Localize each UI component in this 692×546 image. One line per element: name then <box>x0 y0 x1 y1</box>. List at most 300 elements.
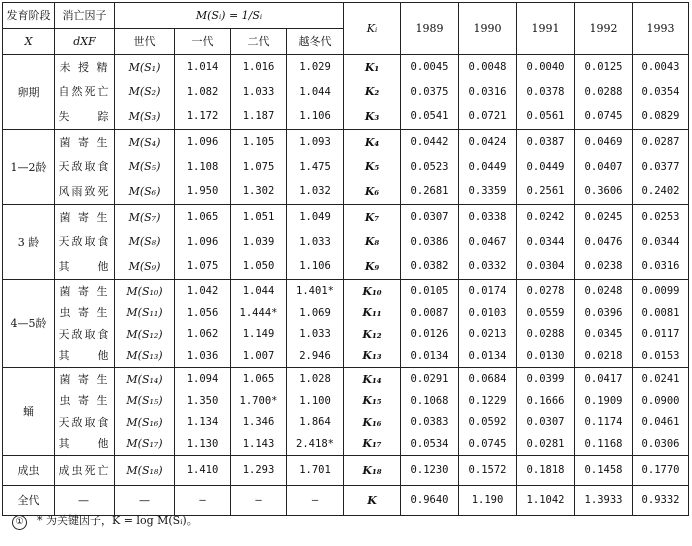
cell-value: 1.143 <box>242 437 275 450</box>
cell-value: M(S₁₄) <box>126 372 163 386</box>
header-year-1991: 1991 <box>517 3 575 55</box>
table-row <box>3 456 689 486</box>
cell-value: 0.1230 <box>410 464 449 477</box>
cell-value: 0.1168 <box>584 437 623 450</box>
cell-value: — <box>255 494 262 507</box>
cell-value: 0.0461 <box>641 416 680 428</box>
cell-value: 0.0291 <box>410 373 449 385</box>
year-1991-cell <box>517 368 575 456</box>
cell-value: 0.0045 <box>410 61 449 74</box>
cell-value: 0.3606 <box>584 185 623 198</box>
year-1992-cell <box>575 55 633 130</box>
cell-value: 0.0288 <box>584 85 623 98</box>
year-1989-cell <box>401 456 459 486</box>
cell-value: 1.950 <box>186 185 219 198</box>
cell-value: 0.0130 <box>526 349 565 362</box>
header-stage-label: 发育阶段 <box>3 3 55 29</box>
cell-value: 0.0467 <box>468 235 507 248</box>
cell-value: 0.0307 <box>526 416 565 428</box>
cell-value: 2.418* <box>296 437 334 450</box>
cell-value: M(S₄) <box>128 136 161 150</box>
cell-value: 0.0375 <box>410 85 449 98</box>
value-first-cell <box>231 486 287 516</box>
year-1993-cell <box>633 486 689 516</box>
value-first-cell <box>231 368 287 456</box>
cell-value: M(S₆) <box>128 184 161 198</box>
cell-value: 1.039 <box>242 235 275 248</box>
factor-cell <box>55 368 115 456</box>
stage-cell: 1—2龄 <box>3 130 55 205</box>
cell-value: 1.069 <box>299 306 331 319</box>
cell-value: 0.0040 <box>526 61 565 74</box>
cell-value: 0.0541 <box>410 110 449 123</box>
cell-value: 天敌取食 <box>58 415 111 429</box>
cell-value: 0.0383 <box>410 416 449 428</box>
cell-value: 0.1572 <box>468 464 507 477</box>
header-factor-label: 消亡因子 <box>55 3 115 29</box>
cell-value: 0.0344 <box>641 235 680 248</box>
cell-value: 1.701 <box>299 464 331 477</box>
table-body <box>3 55 689 516</box>
cell-value: — <box>311 494 319 507</box>
year-1989-cell <box>401 130 459 205</box>
cell-value: M(S₁₅) <box>126 394 163 408</box>
cell-value: — <box>199 494 206 507</box>
cell-value: 0.0117 <box>641 328 680 340</box>
cell-value: 虫 寄 生 <box>59 394 110 408</box>
header-sub-generation: 世代 <box>115 29 175 55</box>
value-first-cell <box>231 55 287 130</box>
cell-value: 0.0523 <box>410 160 449 173</box>
cell-value: 1.106 <box>299 260 331 273</box>
cell-value: 0.0134 <box>410 349 449 362</box>
cell-value: K₁₀ <box>362 284 382 298</box>
year-1990-cell <box>459 280 517 368</box>
cell-value: M(S₂) <box>128 85 161 99</box>
cell-value: 1.444* <box>239 306 278 319</box>
year-1989-cell <box>401 486 459 516</box>
cell-value: M(S₁) <box>128 61 161 75</box>
stage-cell: 3 龄 <box>3 205 55 280</box>
cell-value: 1.130 <box>186 437 219 450</box>
cell-value: 1.016 <box>242 61 275 74</box>
cell-value: K₂ <box>364 85 380 99</box>
cell-value: 2.946 <box>299 349 331 362</box>
table-row <box>3 368 689 456</box>
cell-value: 0.0287 <box>641 136 680 149</box>
cell-value: 1.065 <box>242 373 275 385</box>
cell-value: M(S₁₁) <box>126 306 163 320</box>
cell-value: 0.0125 <box>584 61 623 74</box>
k-symbol-cell <box>344 486 401 516</box>
cell-value: 1.1042 <box>526 494 565 507</box>
header-m-title: M(Sᵢ) = 1/Sᵢ <box>115 3 344 29</box>
header-year-1990: 1990 <box>459 3 517 55</box>
year-1989-cell <box>401 205 459 280</box>
year-1991-cell <box>517 205 575 280</box>
cell-value: 0.0382 <box>410 260 449 273</box>
cell-value: M(S₈) <box>128 235 161 249</box>
cell-value: M(S₇) <box>128 211 161 225</box>
value-first-cell <box>231 205 287 280</box>
cell-value: K₈ <box>364 235 380 249</box>
k-factor-table <box>2 2 689 516</box>
year-1991-cell <box>517 280 575 368</box>
cell-value: 0.0424 <box>468 136 507 149</box>
cell-value: 0.1068 <box>410 394 449 407</box>
cell-value: 0.9640 <box>410 494 449 507</box>
stage-cell: 卵期 <box>3 55 55 130</box>
cell-value: 1.475 <box>299 160 331 173</box>
cell-value: 1.100 <box>299 394 331 407</box>
cell-value: M(S₁₈) <box>126 464 163 477</box>
cell-value: 1.106 <box>299 110 331 123</box>
value-overwinter-cell <box>287 368 344 456</box>
cell-value: 1.036 <box>186 349 219 362</box>
cell-value: K₁₇ <box>362 437 382 451</box>
value-overwinter-cell <box>287 456 344 486</box>
cell-value: K <box>367 494 377 507</box>
cell-value: M(S₅) <box>128 160 161 174</box>
cell-value: 1.033 <box>299 328 331 340</box>
cell-value: 菌 寄 生 <box>59 136 110 150</box>
cell-value: 菌 寄 生 <box>59 372 110 386</box>
cell-value: 0.0399 <box>526 373 565 385</box>
cell-value: 0.0469 <box>584 136 623 149</box>
year-1991-cell <box>517 55 575 130</box>
table-row <box>3 205 689 280</box>
cell-value: 1.062 <box>186 328 219 340</box>
cell-value: 风雨致死 <box>58 184 111 198</box>
cell-value: 天敌取食 <box>58 235 111 249</box>
year-1990-cell <box>459 55 517 130</box>
value-overwinter-cell <box>287 280 344 368</box>
stage-cell: 4—5龄 <box>3 280 55 368</box>
cell-value: 0.9332 <box>641 494 680 507</box>
m-symbol-cell <box>115 130 175 205</box>
m-symbol-cell <box>115 280 175 368</box>
cell-value: 0.0241 <box>641 373 680 385</box>
cell-value: 1.3933 <box>584 494 623 507</box>
cell-value: 0.0316 <box>641 260 680 273</box>
cell-value: 0.0213 <box>468 328 507 340</box>
cell-value: 0.0449 <box>468 160 507 173</box>
cell-value: M(S₁₇) <box>126 437 163 451</box>
cell-value: K₁₃ <box>362 349 382 363</box>
factor-cell <box>55 280 115 368</box>
cell-value: 0.0476 <box>584 235 623 248</box>
cell-value: 0.0126 <box>410 328 449 340</box>
cell-value: K₉ <box>364 259 380 273</box>
cell-value: 1.187 <box>242 110 275 123</box>
cell-value: 1.108 <box>186 160 219 173</box>
year-1992-cell <box>575 486 633 516</box>
value-generation-cell <box>175 55 231 130</box>
cell-value: 0.0134 <box>468 349 507 362</box>
year-1990-cell <box>459 486 517 516</box>
cell-value: 0.0105 <box>410 285 449 297</box>
year-1992-cell <box>575 130 633 205</box>
year-1990-cell <box>459 205 517 280</box>
cell-value: 0.0316 <box>468 85 507 98</box>
cell-value: 1.007 <box>242 349 275 362</box>
cell-value: K₃ <box>364 109 380 123</box>
year-1992-cell <box>575 280 633 368</box>
cell-value: 1.410 <box>186 464 219 477</box>
cell-value: 天敌取食 <box>58 160 111 174</box>
cell-value: 0.0378 <box>526 85 565 98</box>
m-symbol-cell <box>115 456 175 486</box>
cell-value: 0.0332 <box>468 260 507 273</box>
year-1993-cell <box>633 55 689 130</box>
factor-cell <box>55 55 115 130</box>
cell-value: 0.1909 <box>584 394 623 407</box>
cell-value: 虫 寄 生 <box>59 306 110 320</box>
value-generation-cell <box>175 368 231 456</box>
cell-value: — <box>139 494 150 507</box>
cell-value: 0.1770 <box>641 464 680 477</box>
cell-value: 0.0387 <box>526 136 565 149</box>
cell-value: 0.0281 <box>526 437 565 450</box>
cell-value: 1.172 <box>186 110 219 123</box>
cell-value: 1.065 <box>186 211 219 224</box>
cell-value: K₁₄ <box>362 372 382 386</box>
cell-value: 0.0900 <box>641 394 680 407</box>
cell-value: 其 他 <box>58 437 111 451</box>
cell-value: 1.032 <box>299 185 331 198</box>
cell-value: 0.0306 <box>641 437 680 450</box>
cell-value: K₁₅ <box>362 394 382 408</box>
cell-value: 0.0253 <box>641 211 680 224</box>
cell-value: 0.0721 <box>468 110 507 123</box>
cell-value: 0.0345 <box>584 328 623 340</box>
cell-value: 1.049 <box>299 211 331 224</box>
cell-value: M(S₁₀) <box>126 284 163 298</box>
cell-value: 0.0829 <box>641 110 680 123</box>
cell-value: 0.1229 <box>468 394 507 407</box>
year-1992-cell <box>575 205 633 280</box>
cell-value: 0.0048 <box>468 61 507 74</box>
cell-value: 1.082 <box>186 85 219 98</box>
header-stage-symbol: X <box>3 29 55 55</box>
cell-value: 0.0684 <box>468 373 507 385</box>
cell-value: M(S₃) <box>128 109 161 123</box>
value-first-cell <box>231 130 287 205</box>
k-symbol-cell <box>344 55 401 130</box>
cell-value: 1.033 <box>299 235 331 248</box>
footnote-text: * 为关键因子，K = log M(Sᵢ)。 <box>37 514 198 527</box>
header-factor-symbol: dXF <box>55 29 115 55</box>
cell-value: 0.0245 <box>584 211 623 224</box>
cell-value: 0.0338 <box>468 211 507 224</box>
cell-value: 0.0407 <box>584 160 623 173</box>
cell-value: 1.014 <box>186 61 219 74</box>
year-1990-cell <box>459 130 517 205</box>
year-1993-cell <box>633 130 689 205</box>
year-1993-cell <box>633 205 689 280</box>
cell-value: 菌 寄 生 <box>59 211 110 225</box>
value-generation-cell <box>175 280 231 368</box>
cell-value: 菌 寄 生 <box>59 284 110 298</box>
cell-value: M(S₁₆) <box>126 415 163 429</box>
cell-value: K₅ <box>364 160 380 174</box>
header-sub-first: 一代 <box>175 29 231 55</box>
cell-value: 0.0377 <box>641 160 680 173</box>
year-1992-cell <box>575 368 633 456</box>
m-symbol-cell <box>115 486 175 516</box>
k-symbol-cell <box>344 456 401 486</box>
cell-value: K₁₆ <box>362 415 382 429</box>
header-year-1989: 1989 <box>401 3 459 55</box>
cell-value: K₁₂ <box>362 327 382 341</box>
cell-value: 0.0344 <box>526 235 565 248</box>
factor-cell <box>55 205 115 280</box>
cell-value: K₁₈ <box>362 464 382 477</box>
cell-value: 0.0592 <box>468 416 507 428</box>
cell-value: 1.700* <box>239 394 278 407</box>
cell-value: 0.3359 <box>468 185 507 198</box>
cell-value: 0.1458 <box>584 464 623 477</box>
cell-value: 0.0153 <box>641 349 680 362</box>
footnote-marker: ① <box>12 515 27 530</box>
year-1990-cell <box>459 456 517 486</box>
cell-value: 1.134 <box>186 416 219 428</box>
table-row <box>3 280 689 368</box>
cell-value: 0.0103 <box>468 306 507 319</box>
cell-value: 0.0278 <box>526 285 565 297</box>
m-symbol-cell <box>115 55 175 130</box>
year-1993-cell <box>633 368 689 456</box>
cell-value: 0.1818 <box>526 464 565 477</box>
cell-value: 0.0745 <box>584 110 623 123</box>
cell-value: 0.0218 <box>584 349 623 362</box>
value-generation-cell <box>175 456 231 486</box>
cell-value: 0.0081 <box>641 306 680 319</box>
header-k-label: Kᵢ <box>344 3 401 55</box>
value-first-cell <box>231 280 287 368</box>
cell-value: 1.105 <box>242 136 275 149</box>
table-row <box>3 55 689 130</box>
cell-value: 0.0561 <box>526 110 565 123</box>
cell-value: 1.350 <box>186 394 219 407</box>
k-symbol-cell <box>344 205 401 280</box>
cell-value: 成虫死亡 <box>58 464 111 477</box>
cell-value: 1.044 <box>242 285 275 297</box>
cell-value: K₆ <box>364 184 380 198</box>
cell-value: 1.096 <box>186 235 219 248</box>
cell-value: 0.0242 <box>526 211 565 224</box>
cell-value: K₇ <box>364 211 380 225</box>
cell-value: 0.0248 <box>584 285 623 297</box>
cell-value: 1.044 <box>299 85 331 98</box>
value-overwinter-cell <box>287 486 344 516</box>
cell-value: 0.2402 <box>641 185 680 198</box>
cell-value: 0.0534 <box>410 437 449 450</box>
cell-value: 0.0417 <box>584 373 623 385</box>
k-symbol-cell <box>344 368 401 456</box>
table-row <box>3 486 689 516</box>
cell-value: 1.051 <box>242 211 275 224</box>
year-1989-cell <box>401 368 459 456</box>
cell-value: 1.302 <box>242 185 275 198</box>
cell-value: K₄ <box>364 136 380 150</box>
cell-value: 0.0087 <box>410 306 449 319</box>
year-1991-cell <box>517 130 575 205</box>
cell-value: 1.293 <box>242 464 275 477</box>
cell-value: 1.075 <box>242 160 275 173</box>
year-1990-cell <box>459 368 517 456</box>
cell-value: 1.190 <box>471 494 504 507</box>
cell-value: 1.346 <box>242 416 275 428</box>
value-first-cell <box>231 456 287 486</box>
cell-value: K₁₁ <box>362 306 382 320</box>
header-sub-overwinter: 越冬代 <box>287 29 344 55</box>
cell-value: 1.028 <box>299 373 331 385</box>
table-header <box>3 3 689 55</box>
cell-value: M(S₁₃) <box>126 349 163 363</box>
value-overwinter-cell <box>287 130 344 205</box>
year-1989-cell <box>401 280 459 368</box>
cell-value: 0.0559 <box>526 306 565 319</box>
cell-value: 0.0449 <box>526 160 565 173</box>
cell-value: 0.2561 <box>526 185 565 198</box>
cell-value: 0.1666 <box>526 394 565 407</box>
m-symbol-cell <box>115 205 175 280</box>
cell-value: 1.864 <box>299 416 331 428</box>
cell-value: K₁ <box>364 61 380 75</box>
year-1989-cell <box>401 55 459 130</box>
m-symbol-cell <box>115 368 175 456</box>
cell-value: 1.050 <box>242 260 275 273</box>
cell-value: 其 他 <box>58 259 111 273</box>
cell-value: 其 他 <box>58 349 111 363</box>
cell-value: 天敌取食 <box>58 327 111 341</box>
cell-value: 0.0099 <box>641 285 680 297</box>
cell-value: M(S₉) <box>128 259 161 273</box>
header-year-1993: 1993 <box>633 3 689 55</box>
cell-value: 0.0745 <box>468 437 507 450</box>
cell-value: 0.0238 <box>584 260 623 273</box>
value-overwinter-cell <box>287 55 344 130</box>
footnote <box>12 512 198 530</box>
cell-value: 0.0307 <box>410 211 449 224</box>
cell-value: 0.1174 <box>584 416 623 428</box>
header-sub-second: 二代 <box>231 29 287 55</box>
header-year-1992: 1992 <box>575 3 633 55</box>
factor-cell <box>55 486 115 516</box>
value-generation-cell <box>175 205 231 280</box>
k-symbol-cell <box>344 130 401 205</box>
year-1993-cell <box>633 280 689 368</box>
stage-cell: 全代 <box>3 486 55 516</box>
cell-value: 0.0442 <box>410 136 449 149</box>
cell-value: — <box>78 494 91 507</box>
cell-value: 1.149 <box>242 328 275 340</box>
stage-cell: 蛹 <box>3 368 55 456</box>
cell-value: 0.0354 <box>641 85 680 98</box>
factor-cell <box>55 456 115 486</box>
value-generation-cell <box>175 130 231 205</box>
factor-cell <box>55 130 115 205</box>
year-1992-cell <box>575 456 633 486</box>
cell-value: 0.0043 <box>641 61 680 74</box>
cell-value: 1.029 <box>299 61 331 74</box>
cell-value: 1.096 <box>186 136 219 149</box>
table-row <box>3 130 689 205</box>
year-1991-cell <box>517 486 575 516</box>
cell-value: 1.033 <box>242 85 275 98</box>
cell-value: 1.401* <box>296 285 334 297</box>
